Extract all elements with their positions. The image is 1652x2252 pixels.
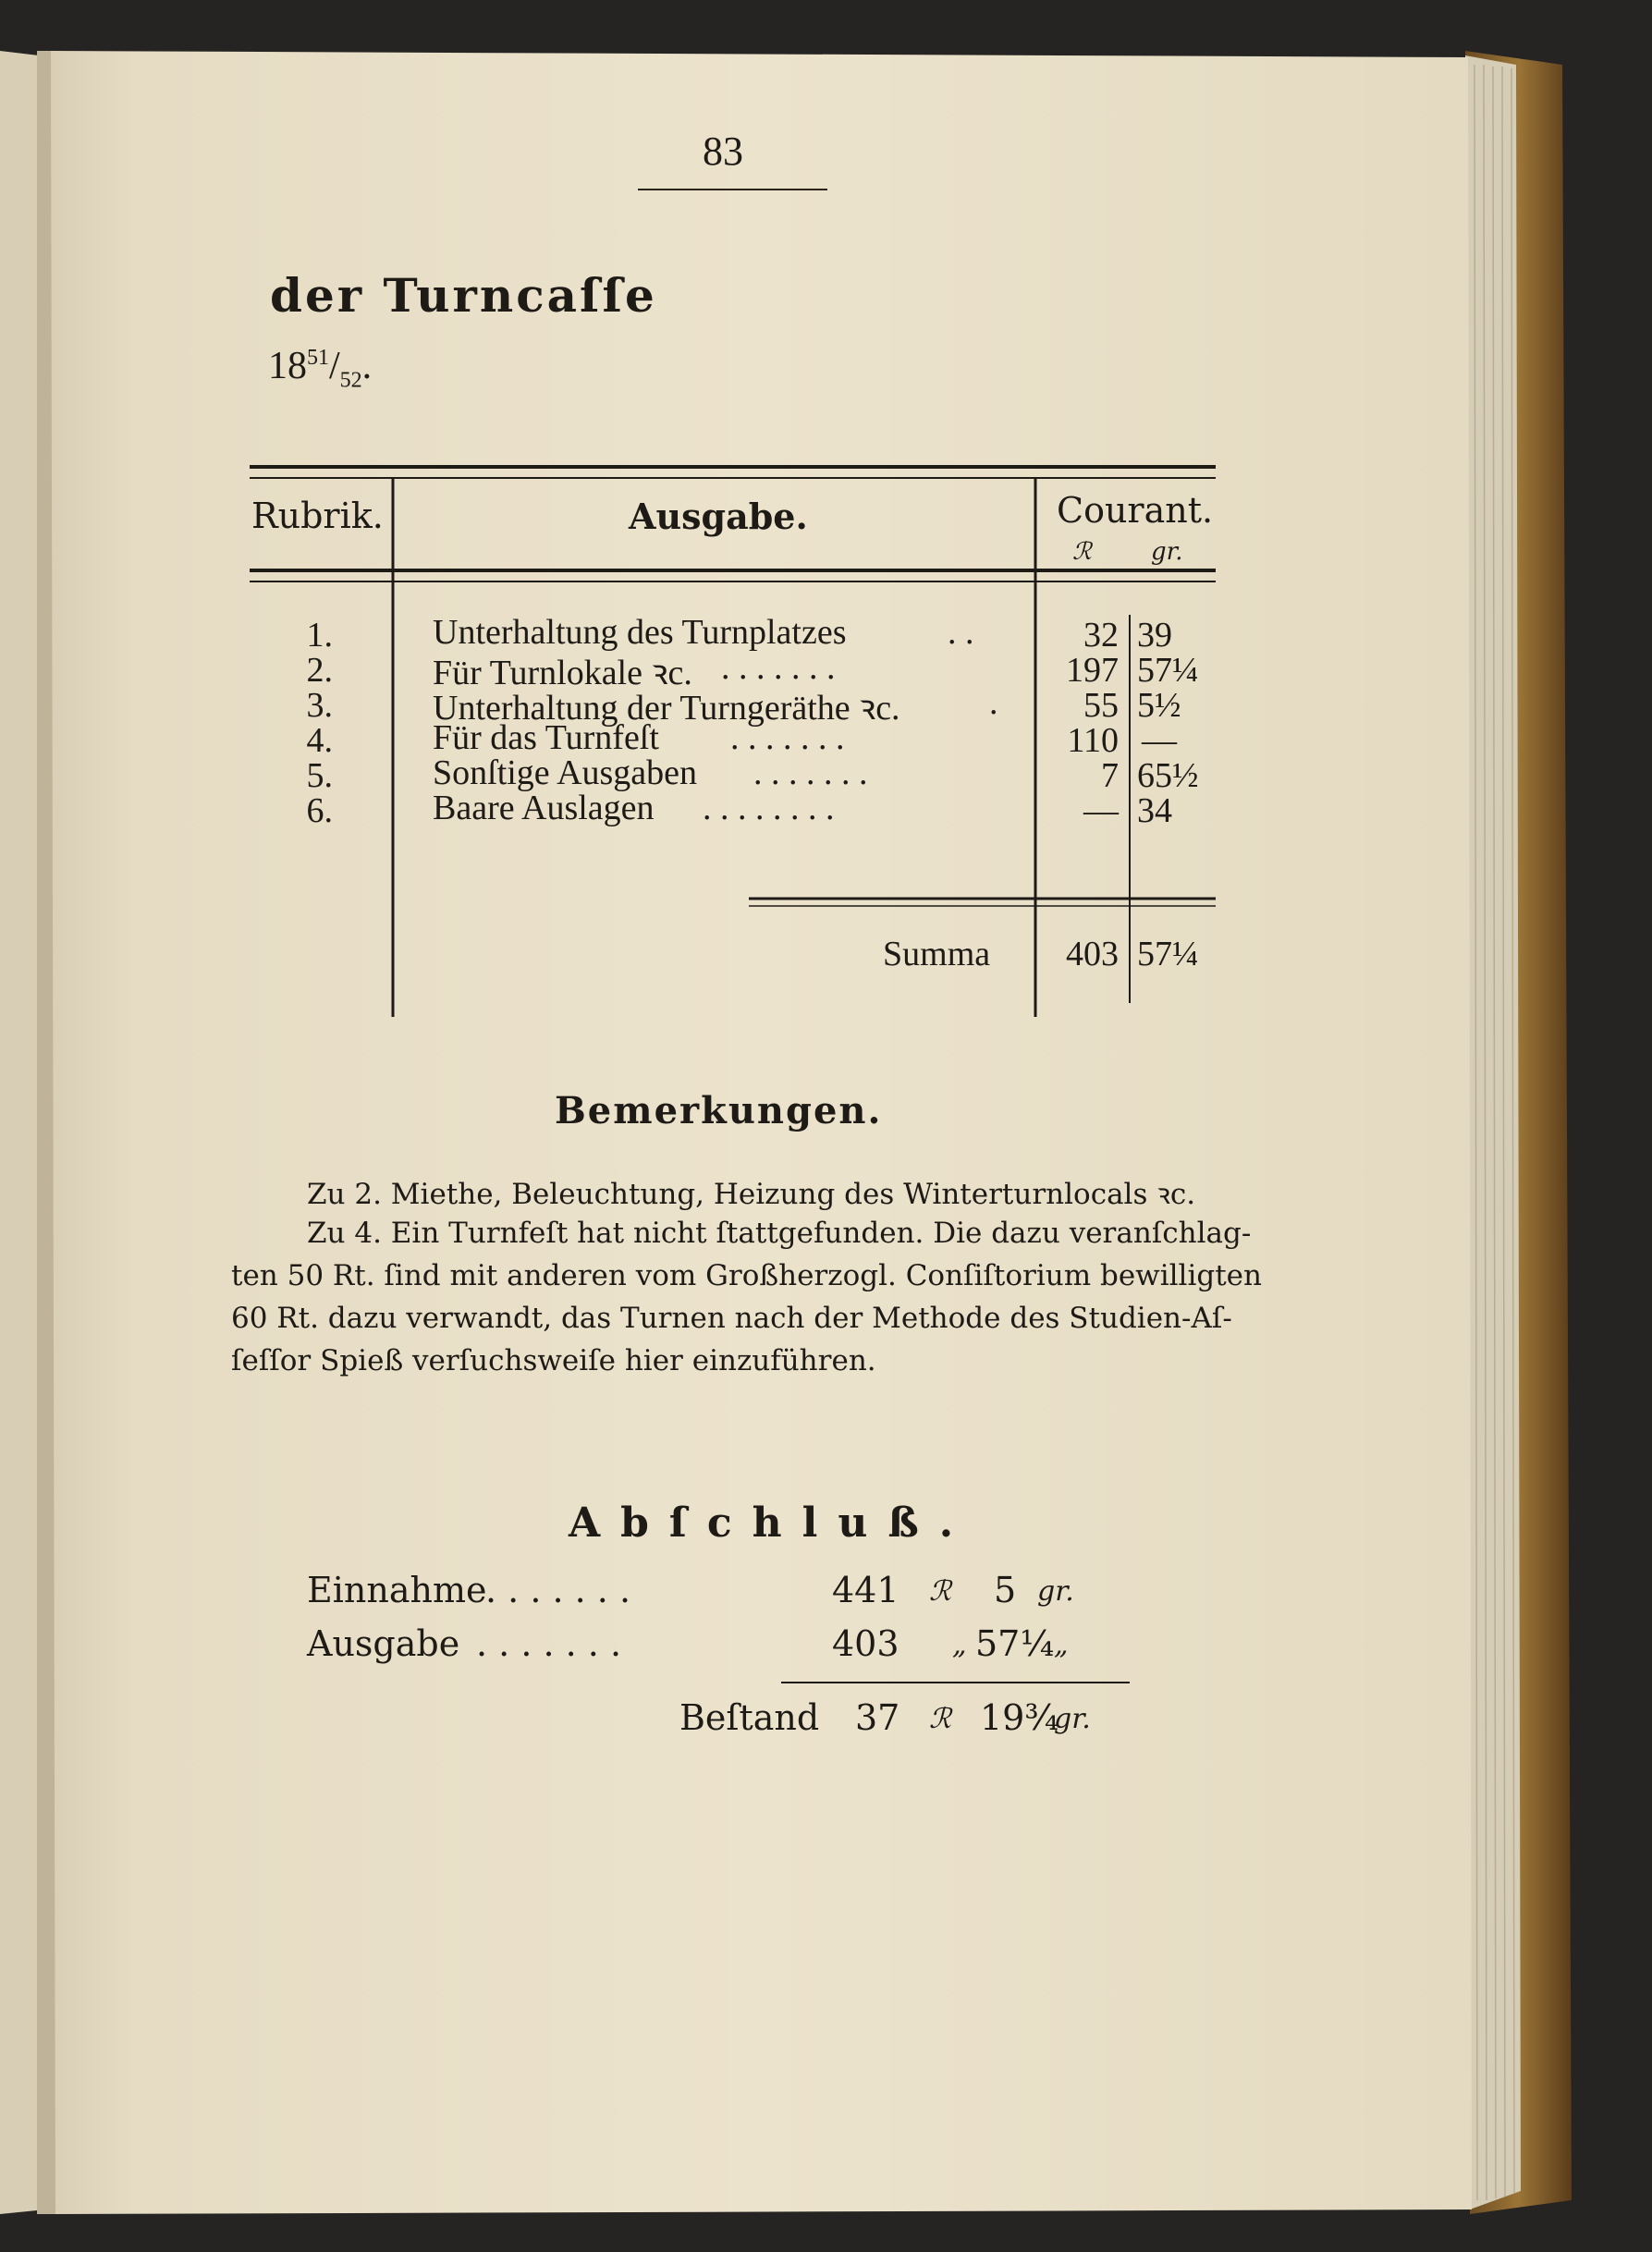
fiscal-year — [268, 344, 372, 393]
einnahme-unit-rt: ℛ︎ — [929, 1575, 951, 1608]
remark-line: ten 50 Rt. ſind mit anderen vom Großherzogl. Conſiſtorium bewilligten — [231, 1259, 1262, 1292]
row-6-gr: 34 — [1137, 791, 1172, 830]
einnahme-label: Einnahme — [307, 1570, 487, 1610]
row-2-dots: . . . . . . . — [721, 648, 836, 687]
einnahme-gr: 5 — [994, 1570, 1017, 1610]
row-5-rt: 7 — [1101, 756, 1119, 795]
row-6-label: Baare Auslagen — [433, 789, 655, 827]
ausgabe-unit-rt: „ — [952, 1629, 967, 1661]
bestand-label: Beſtand — [679, 1697, 820, 1738]
einnahme-rt: 441 — [832, 1570, 899, 1610]
row-4-dots: . . . . . . . — [730, 718, 845, 757]
row-5-gr: 65½ — [1137, 756, 1199, 795]
row-3-dots: . — [989, 683, 998, 722]
header-ausgabe: Ausgabe. — [629, 496, 808, 537]
ausgabe-unit-gr: „ — [1054, 1629, 1069, 1661]
row-1-number: 1. — [306, 616, 333, 655]
remark-line: ſeſſor Spieß verſuchsweiſe hier einzuführen. — [231, 1344, 876, 1377]
remarks-heading: Bemerkungen. — [555, 1089, 883, 1132]
row-4-rt: 110 — [1067, 721, 1119, 760]
page-title: der Turncaſſe — [270, 268, 657, 323]
header-courant: Courant. — [1057, 490, 1214, 531]
summa-label: Summa — [883, 935, 991, 973]
summa-rt: 403 — [1066, 935, 1119, 973]
row-5-number: 5. — [306, 756, 333, 795]
bestand-rt: 37 — [855, 1697, 900, 1738]
row-2-rt: 197 — [1066, 651, 1119, 690]
einnahme-dots: . . . . . . . — [485, 1570, 631, 1610]
year-base: 18 — [268, 345, 307, 387]
ausgabe-label: Ausgabe — [307, 1623, 460, 1664]
row-3-label: Unterhaltung der Turngeräthe ꝛc. — [433, 689, 900, 728]
abschluss-heading: Abſchluß. — [569, 1499, 974, 1547]
header-rubrik: Rubrik. — [251, 496, 384, 536]
remark-line: Zu 4. Ein Turnfeſt hat nicht ſtattgefunden. Die dazu veranſchlag- — [307, 1217, 1252, 1250]
row-5-label: Sonſtige Ausgaben — [433, 753, 698, 792]
row-1-rt: 32 — [1083, 616, 1119, 655]
row-3-number: 3. — [306, 686, 333, 725]
row-6-rt: — — [1083, 791, 1119, 830]
row-5-dots: . . . . . . . — [753, 753, 868, 792]
bestand-unit-rt: ℛ︎ — [929, 1703, 951, 1735]
year-sub: 52 — [339, 368, 362, 393]
year-end: . — [361, 345, 373, 387]
row-4-gr: — — [1142, 721, 1177, 760]
year-slash: / — [329, 345, 340, 387]
row-3-rt: 55 — [1083, 686, 1119, 725]
row-2-gr: 57¼ — [1137, 651, 1199, 690]
row-6-dots: . . . . . . . . — [703, 789, 835, 827]
bestand-gr: 19¾ — [980, 1697, 1059, 1738]
row-1-dots: . . — [948, 613, 974, 652]
header-unit-gr: gr. — [1151, 538, 1183, 566]
row-2-label: Für Turnlokale ꝛc. — [433, 654, 692, 692]
ausgabe-gr: 57¼ — [975, 1623, 1055, 1664]
ausgabe-dots: . . . . . . . — [476, 1623, 622, 1664]
row-3-gr: 5½ — [1137, 686, 1181, 725]
header-unit-rt: ℛ︎ — [1072, 538, 1092, 566]
page-number: 83 — [703, 129, 743, 174]
einnahme-unit-gr: gr. — [1037, 1575, 1074, 1608]
bestand-unit-gr: gr. — [1054, 1703, 1091, 1735]
row-4-label: Für das Turnfeſt — [433, 718, 659, 757]
ausgabe-rt: 403 — [832, 1623, 899, 1664]
remark-line: 60 Rt. dazu verwandt, das Turnen nach der Methode des Studien-Aſ- — [231, 1302, 1232, 1335]
summa-gr: 57¼ — [1137, 935, 1199, 973]
row-6-number: 6. — [306, 791, 333, 830]
row-1-label: Unterhaltung des Turnplatzes — [433, 613, 847, 652]
row-4-number: 4. — [306, 721, 333, 760]
year-sup: 51 — [307, 346, 329, 370]
row-1-gr: 39 — [1137, 616, 1172, 655]
remark-line: Zu 2. Miethe, Beleuchtung, Heizung des Winterturnlocals ꝛc. — [307, 1178, 1196, 1211]
row-2-number: 2. — [306, 651, 333, 690]
